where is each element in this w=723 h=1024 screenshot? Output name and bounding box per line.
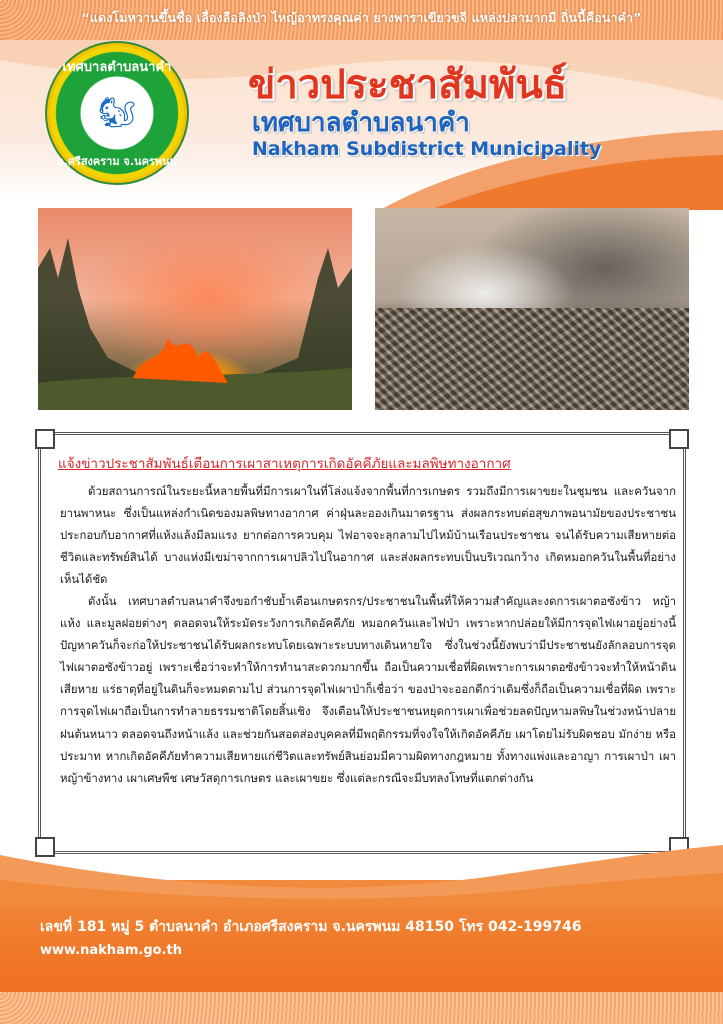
forest-fire-photo (38, 208, 352, 410)
page-title: ข่าวประชาสัมพันธ์ (248, 62, 568, 108)
slogan: “แดงโมหวานขึ้นชื่อ เลื่องลือลิงป่า ไหญ้อาทรงคุณค่า ยางพาราเขียวขจี แหล่งปลามากมี ถิ่นนี้คือนาคำ” (81, 10, 642, 25)
article-paragraph-1: ด้วยสถานการณ์ในระยะนี้หลายพื้นที่มีการเผาในที่โล่งแจ้งจากพื้นที่การเกษตร รวมถึงมีการเผาขยะในชุมชน และควันจากยานพาหนะ ซึ่งเป็นแหล่งกำเนิดของมลพิษทางอากาศ ค่าฝุ่นละอองเกินมาตรฐาน ส่งผลกระทบต่อสุขภาพอนามัยของประชาชน ประกอบกับอากาศที่แห้งแล้งมีลมแรง ยากต่อการควบคุม ไฟอาจจะลุกลามไปไหม้บ้านเรือนประชาชน จนได้รับความเสียหายต่อชีวิตและทรัพย์สินได้ บางแห่งมีเขม่าจากการเผาปลิวไปในอากาศ และส่งผลกระทบเป็นบริเวณกว้าง เกิดหมอกควันในพื้นที่อย่างเห็นได้ชัด (60, 484, 676, 587)
tree-silhouettes (38, 208, 352, 410)
frame-corner-tr (669, 429, 689, 449)
municipality-logo (50, 46, 184, 180)
footer-wave (0, 845, 723, 905)
squirrel-icon: 🐿 (97, 95, 137, 131)
municipality-name-en: Nakham Subdistrict Municipality (252, 138, 602, 160)
article-body (60, 480, 676, 789)
bottom-dotted-band (0, 992, 723, 1024)
municipality-name: เทศบาลตำบลนาคำ (252, 108, 470, 138)
logo-text-top: เทศบาลตำบลนาคำ (62, 60, 172, 75)
logo-text-bottom: อ.ศรีสงคราม จ.นครพนม (57, 155, 177, 168)
footer-website[interactable]: www.nakham.go.th (40, 943, 182, 958)
garbage-pile (375, 308, 689, 410)
burning-garbage-photo (375, 208, 689, 410)
article-paragraph-2: ดังนั้น เทศบาลตำบลนาคำจึงขอกำชับย้ำเตือนเกษตรกร/ประชาชนในพื้นที่ให้ความสำคัญและงดการเผาตอซังข้าว หญ้าแห้ง และมูลฝอยต่างๆ ตลอดจนให้ระมัดระวังการเกิดอัคคีภัย หมอกควันและไฟป่า เพราะหากปล่อยให้มีการจุดไฟเผาอยู่อย่างนี้ ปัญหาควันก็จะก่อให้ประชาชนได้รับผลกระทบโดยเฉพาะระบบทางเดินหายใจ ซึ่งในช่วงนี้ยังพบว่ามีประชาชนยังลักลอบการจุดไฟเผาตอซังข้าวอยู่ เพราะเชื่อว่าจะทำให้การทำนาสะดวกมากขึ้น ถือเป็นความเชื่อที่ผิดเพราะการเผาตอซังข้าวจะทำให้หน้าดินเสียหาย แร่ธาตุที่อยู่ในดินก็จะหมดตามไป ส่วนการจุดไฟเผาป่าก็เชื่อว่า ของป่าจะออกดีกว่าเดิมซึ่งก็ถือเป็นความเชื่อที่ผิด เพราะการจุดไฟเผาถือเป็นการทำลายธรรมชาติโดยสิ้นเชิง จึงเตือนให้ประชาชนหยุดการเผาเพื่อช่วยลดปัญหามลพิษในช่วงหน้าปลายฝนต้นหนาว ตลอดจนถึงหน้าแล้ง และช่วยกันสอดส่องบุคคลที่มีพฤติกรรมที่จงใจให้เกิดอัคคีภัย เผาโดยไม่รับผิดชอบ มักง่าย หรือประมาท หากเกิดอัคคีภัยทำความเสียหายแก่ชีวิตและทรัพย์สินย่อมมีความผิดทางกฎหมาย ทั้งทางแพ่งและอาญา การเผาป่า เผาหญ้าข้างทาง เผาเศษพืช เศษวัสดุการเกษตร และเผาขยะ ซึ่งแต่ละกรณีจะมีบทลงโทษที่แตกต่างกัน (60, 594, 676, 785)
article-heading: แจ้งข่าวประชาสัมพันธ์เตือนการเผาสาเหตุการเกิดอัคคีภัยและมลพิษทางอากาศ (58, 456, 511, 472)
footer-address: เลขที่ 181 หมู่ 5 ตำบลนาคำ อำเภอศรีสงคราม จ.นครพนม 48150 โทร 042-199746 (40, 919, 582, 935)
frame-corner-tl (35, 429, 55, 449)
